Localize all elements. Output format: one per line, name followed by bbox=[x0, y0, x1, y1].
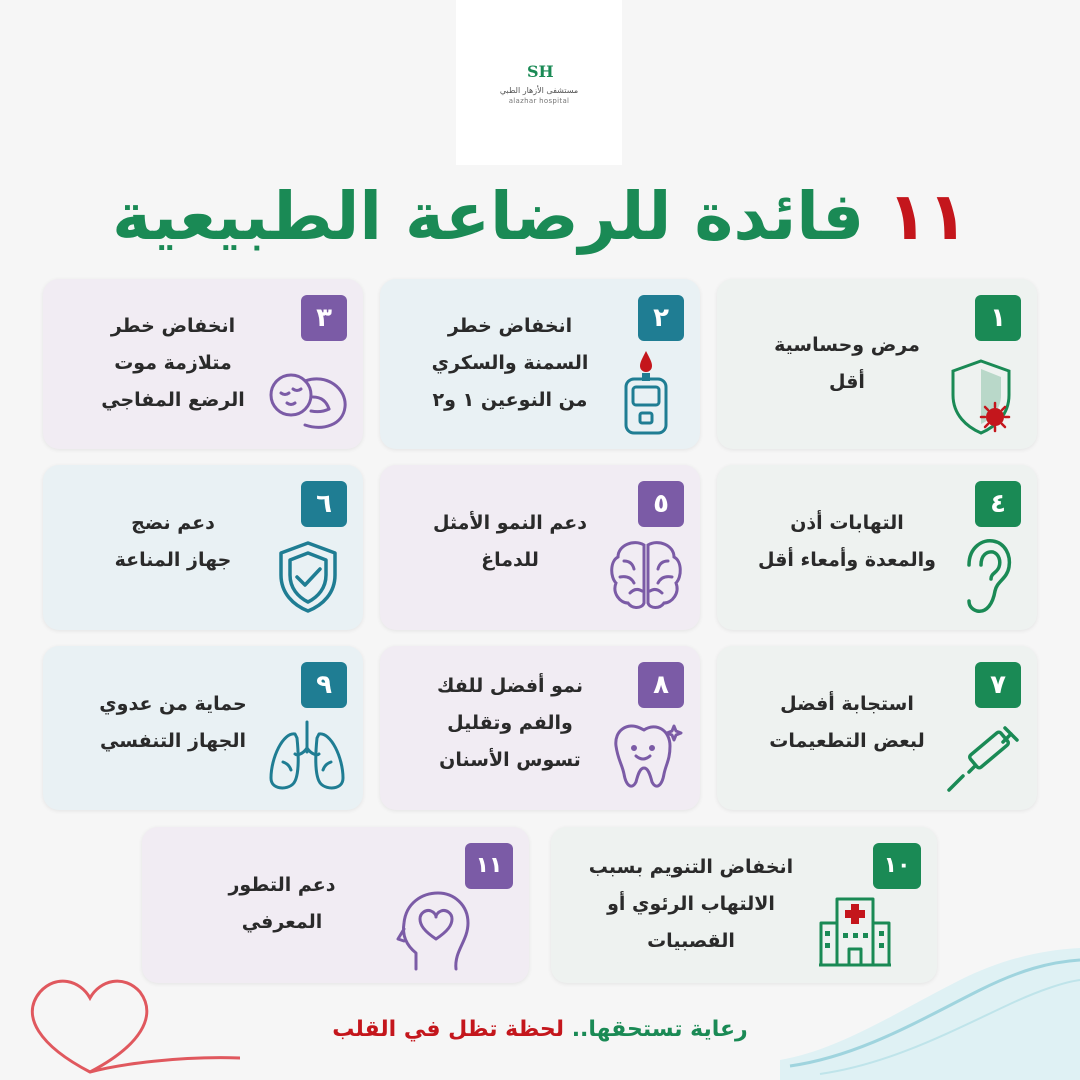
benefit-line: انخفاض التنويم بسبب bbox=[588, 856, 794, 878]
benefit-number-badge: ١٠ bbox=[873, 843, 921, 889]
benefit-line: المعرفي bbox=[241, 911, 323, 933]
benefit-card-8 bbox=[380, 646, 700, 810]
wave-decoration-icon bbox=[780, 940, 1080, 1080]
glucometer-icon bbox=[618, 347, 674, 437]
benefit-number-badge: ٧ bbox=[975, 662, 1021, 708]
benefit-line: الالتهاب الرئوي أو bbox=[607, 893, 775, 915]
benefit-card-3 bbox=[43, 279, 363, 449]
benefit-line: دعم النمو الأمثل bbox=[432, 512, 588, 534]
syringe-icon bbox=[945, 720, 1025, 796]
benefit-line: والفم وتقليل bbox=[447, 712, 573, 734]
benefit-line: القصبيات bbox=[647, 930, 735, 952]
benefit-text bbox=[390, 505, 630, 579]
benefit-line: نمو أفضل للفك bbox=[437, 675, 583, 697]
benefit-number-badge: ٦ bbox=[301, 481, 347, 527]
title-number: ١١ bbox=[887, 178, 968, 255]
benefit-card-4 bbox=[717, 465, 1037, 630]
benefit-line: لبعض التطعيمات bbox=[769, 730, 925, 752]
benefit-number-badge: ١ bbox=[975, 295, 1021, 341]
benefit-number-badge: ٩ bbox=[301, 662, 347, 708]
benefit-line: الجهاز التنفسي bbox=[100, 730, 246, 752]
logo-mark-text: SH bbox=[527, 62, 554, 81]
benefit-number-badge: ١١ bbox=[465, 843, 513, 889]
benefit-text bbox=[727, 327, 967, 401]
benefit-line: حماية من عدوي bbox=[99, 693, 247, 715]
benefit-card-1 bbox=[717, 279, 1037, 449]
shield-virus-icon bbox=[945, 357, 1017, 437]
lungs-icon bbox=[265, 718, 349, 794]
benefit-text bbox=[727, 505, 967, 579]
benefit-line: أقل bbox=[829, 371, 865, 393]
benefit-line: انخفاض خطر bbox=[447, 315, 573, 337]
tooth-icon bbox=[608, 718, 684, 794]
benefit-card-9 bbox=[43, 646, 363, 810]
footer-part1: رعاية تستحقها.. bbox=[571, 1017, 748, 1042]
benefit-line: الرضع المفاجي bbox=[101, 389, 245, 411]
benefit-text bbox=[53, 505, 293, 579]
benefit-text bbox=[390, 668, 630, 779]
benefit-line: دعم نضج bbox=[131, 512, 215, 534]
benefit-line: التهابات أذن bbox=[790, 512, 904, 534]
benefit-line: والمعدة وأمعاء أقل bbox=[758, 549, 936, 571]
heart-line-icon bbox=[0, 960, 240, 1080]
title-text: فائدة للرضاعة الطبيعية bbox=[112, 178, 865, 255]
benefit-number-badge: ٨ bbox=[638, 662, 684, 708]
shield-check-icon bbox=[273, 539, 343, 615]
benefit-card-7 bbox=[717, 646, 1037, 810]
benefit-card-6 bbox=[43, 465, 363, 630]
benefit-line: دعم التطور bbox=[228, 874, 336, 896]
benefit-line: السمنة والسكري bbox=[431, 352, 589, 374]
benefit-line: جهاز المناعة bbox=[114, 549, 232, 571]
benefit-card-2 bbox=[380, 279, 700, 449]
benefit-text bbox=[162, 867, 402, 941]
footer-slogan bbox=[280, 1010, 800, 1050]
footer-part2: لحظة تظل في القلب bbox=[332, 1017, 565, 1042]
benefit-number-badge: ٢ bbox=[638, 295, 684, 341]
benefit-card-5 bbox=[380, 465, 700, 630]
benefit-text bbox=[727, 686, 967, 760]
head-heart-icon bbox=[396, 889, 476, 973]
crescent-logo-icon bbox=[514, 50, 564, 90]
brain-icon bbox=[608, 537, 684, 613]
benefit-number-badge: ٥ bbox=[638, 481, 684, 527]
benefit-line: للدماغ bbox=[481, 549, 539, 571]
page-title bbox=[60, 172, 1020, 262]
benefit-text bbox=[390, 308, 630, 419]
sleeping-baby-icon bbox=[265, 367, 351, 433]
logo-name-english: alazhar hospital bbox=[508, 97, 570, 105]
benefit-number-badge: ٣ bbox=[301, 295, 347, 341]
benefit-text bbox=[53, 686, 293, 760]
benefit-line: استجابة أفضل bbox=[780, 693, 914, 715]
benefit-number-badge: ٤ bbox=[975, 481, 1021, 527]
benefit-line: تسوس الأسنان bbox=[439, 749, 581, 771]
benefit-line: متلازمة موت bbox=[114, 352, 232, 374]
hospital-logo bbox=[456, 0, 622, 165]
benefit-line: من النوعين ١ و٢ bbox=[432, 389, 588, 411]
benefit-line: انخفاض خطر bbox=[110, 315, 236, 337]
benefit-text bbox=[53, 308, 293, 419]
logo-name-arabic: مستشفى الأزهار الطبي bbox=[499, 86, 579, 95]
ear-icon bbox=[957, 535, 1013, 617]
benefit-line: مرض وحساسية bbox=[774, 334, 920, 356]
